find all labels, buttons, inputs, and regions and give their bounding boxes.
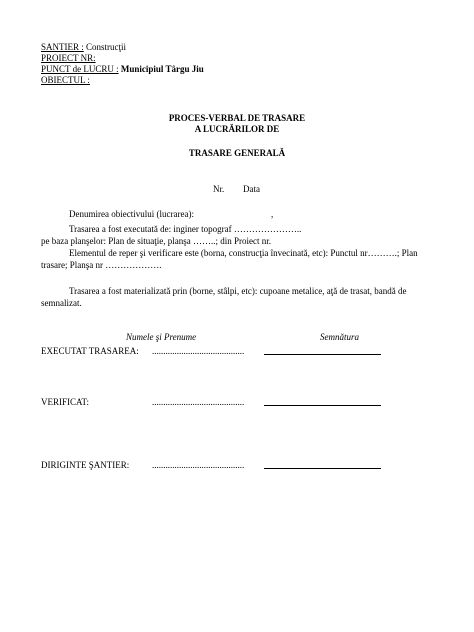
obiectul-label: OBIECTUL :	[41, 75, 90, 85]
executat-name-field: .........................................	[152, 346, 245, 356]
executat-signature-line	[264, 354, 381, 355]
materializata-text-2: semnalizat.	[41, 298, 82, 308]
santier-label: SANTIER :	[41, 42, 84, 52]
executat-label: EXECUTAT TRASAREA:	[41, 346, 139, 356]
proiect-label: PROIECT NR:	[41, 53, 96, 63]
verificat-signature-line	[264, 405, 381, 406]
col-name-header: Numele şi Prenume	[126, 332, 197, 342]
executat-de-text: Trasarea a fost executată de: inginer topograf …………………..	[69, 224, 302, 234]
materializata-text-1: Trasarea a fost materializată prin (borne, stâlpi, etc): cupoane metalice, aţă de trasat, bandă de	[69, 286, 407, 296]
reper-text-2: trasare; Planşa nr ……………….	[41, 260, 162, 270]
punct-line	[41, 64, 204, 75]
obiectiv-text: Denumirea obiectivului (lucrarea):	[69, 209, 194, 219]
nr-label: Nr.	[213, 184, 225, 194]
reper-text-1: Elementul de reper şi verificare este (borna, construcţia învecinată, etc): Punctul nr……….; Plan	[69, 248, 418, 258]
title-line-1: PROCES-VERBAL DE TRASARE	[168, 113, 306, 123]
punct-value: Municipiul Târgu Jiu	[120, 64, 204, 74]
data-label: Data	[243, 184, 260, 194]
verificat-label: VERIFICAT:	[41, 397, 90, 407]
col-sign-header: Semnătura	[320, 332, 359, 342]
obiectiv-comma: ,	[271, 209, 274, 219]
title-line-2: A LUCRĂRILOR DE	[194, 124, 280, 134]
diriginte-label: DIRIGINTE ŞANTIER:	[41, 460, 130, 470]
title-line-3: TRASARE GENERALĂ	[188, 148, 286, 158]
planse-text: pe baza planşelor: Plan de situaţie, planşa ……..; din Proiect nr.	[41, 236, 271, 246]
santier-value: Construcţii	[83, 42, 126, 52]
punct-label: PUNCT de LUCRU :	[41, 64, 119, 74]
diriginte-signature-line	[264, 468, 381, 469]
santier-line	[41, 42, 126, 53]
verificat-name-field: .........................................	[152, 397, 245, 407]
diriginte-name-field: .........................................	[152, 460, 245, 470]
